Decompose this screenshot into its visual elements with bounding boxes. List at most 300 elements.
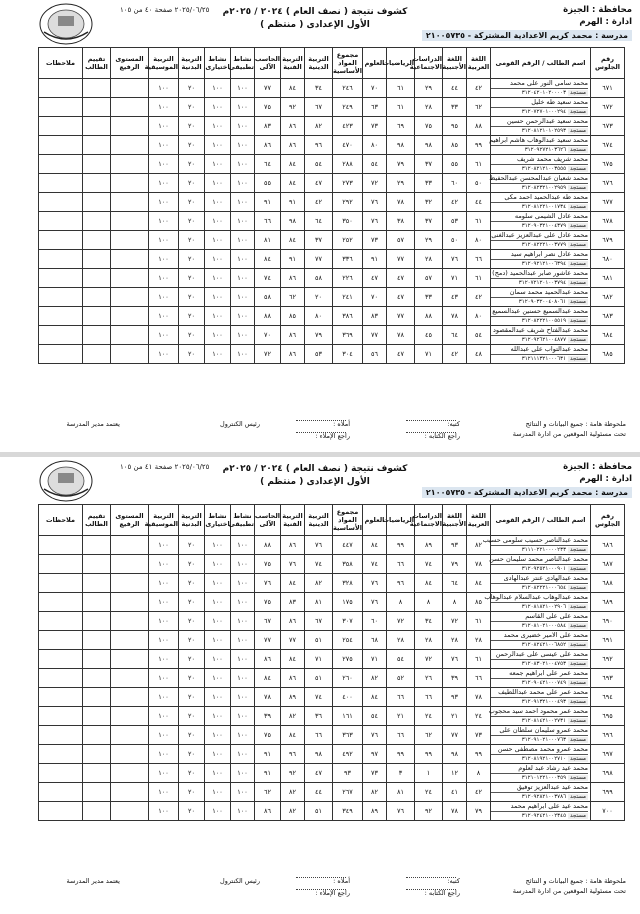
student-name: محمد سعيد عبدالوهاب هاشم ابراهيم xyxy=(489,136,588,144)
grade-cell: ١٠٠ xyxy=(149,802,179,821)
grade-cell: ٩٩ xyxy=(467,136,491,155)
reviewer-writing-label: راجع الكتابه : xyxy=(424,432,460,440)
grade-cell: ٢٠ xyxy=(179,612,205,631)
grade-cell: ١٠٠ xyxy=(205,288,231,307)
grade-cell: ١٠٠ xyxy=(205,555,231,574)
grade-cell: ٥٨ xyxy=(305,269,333,288)
grade-cell: ١٠٠ xyxy=(231,79,255,98)
grade-cell: ٩٣ xyxy=(443,688,467,707)
grade-cell: ٨٤ xyxy=(363,688,387,707)
column-header: العلوم xyxy=(363,48,387,79)
grade-cell: ٦٤ xyxy=(305,212,333,231)
national-id: ٣١٢٠٨١٤٢١٠٠٢٧٣١ xyxy=(521,718,567,724)
grade-cell: ٢٨ xyxy=(415,250,443,269)
grade-cell: ٧٨ xyxy=(467,555,491,574)
national-id: ٣١٢٠٨١٢٢١٠٠١٧٣٤ xyxy=(521,204,567,210)
grade-cell: ٥٤ xyxy=(305,155,333,174)
national-id-line xyxy=(491,716,588,725)
student-name: محمد عمرو سليمان سلطان على xyxy=(499,726,588,734)
grade-cell: ٢٠ xyxy=(179,193,205,212)
grade-cell xyxy=(111,288,149,307)
grade-cell: ٢٦ xyxy=(415,669,443,688)
grade-cell: ٥٧ xyxy=(387,231,415,250)
grade-cell: ٨١ xyxy=(255,231,281,250)
student-name: محمد سامى النور على محمد xyxy=(510,79,588,87)
grade-cell: ٧٤ xyxy=(363,555,387,574)
grade-cell: ٨٥ xyxy=(467,593,491,612)
grade-cell: ٤٧٠ xyxy=(333,136,363,155)
enrollment-status: مستجد xyxy=(570,337,586,343)
grade-cell xyxy=(83,250,111,269)
enrollment-status: مستجد xyxy=(570,623,586,629)
column-header: التربية الموسيقية xyxy=(149,505,179,536)
notes-cell xyxy=(39,726,83,745)
sheet-footer xyxy=(0,418,640,448)
table-row xyxy=(39,79,625,98)
student-name-cell xyxy=(491,212,591,231)
grade-cell: ٨٥ xyxy=(443,136,467,155)
national-id-line xyxy=(491,640,588,649)
column-header: العلوم xyxy=(363,505,387,536)
grade-cell: ٧٦ xyxy=(281,555,305,574)
national-id: ٣١٢٠٨١٨٢١٠٠٢٩٠٦ xyxy=(521,604,567,610)
seat-number: ٦٩٨ xyxy=(591,764,625,783)
grade-cell: ٩١ xyxy=(255,193,281,212)
grade-label: الأول الإعدادى ( منتظم ) xyxy=(260,20,370,30)
grade-cell: ٢٩ xyxy=(415,231,443,250)
grade-cell: ٦١ xyxy=(467,155,491,174)
grade-cell xyxy=(111,269,149,288)
notes-cell xyxy=(39,650,83,669)
grade-cell: ٥٨ xyxy=(255,288,281,307)
grade-cell: ٨٦ xyxy=(281,345,305,364)
notes-cell xyxy=(39,574,83,593)
grade-cell xyxy=(83,783,111,802)
grade-cell xyxy=(83,574,111,593)
grade-cell: ٧٢ xyxy=(255,345,281,364)
administration: ادارة : الهرم xyxy=(579,17,632,27)
national-id-line xyxy=(491,602,588,611)
table-row xyxy=(39,631,625,650)
ministry-logo-icon xyxy=(38,459,94,503)
notes-cell xyxy=(39,707,83,726)
student-name: محمد عيد رشاد عبد لعلوم xyxy=(518,764,588,772)
grade-cell: ٢٤ xyxy=(415,783,443,802)
grade-cell: ١٠٠ xyxy=(149,764,179,783)
grade-cell: ٦٣ xyxy=(363,98,387,117)
enrollment-status: مستجد xyxy=(570,699,586,705)
national-id-line xyxy=(491,659,588,668)
national-id: ٣١٢٠٧٢١٢٠١٠٠٣٧٩٤ xyxy=(518,280,567,286)
grade-cell: ١٠٠ xyxy=(149,326,179,345)
grade-cell: ٦٠ xyxy=(363,612,387,631)
notes-cell xyxy=(39,612,83,631)
grade-cell: ٦٤ xyxy=(443,574,467,593)
grade-cell: ٧٠ xyxy=(363,79,387,98)
student-name: محمد على عيسى على عبدالرحمن xyxy=(495,650,588,658)
table-row xyxy=(39,612,625,631)
grade-cell xyxy=(111,136,149,155)
enrollment-status: مستجد xyxy=(570,756,586,762)
grade-cell: ١٠٠ xyxy=(205,631,231,650)
national-id-line xyxy=(491,773,588,782)
grade-cell: ١٠٠ xyxy=(231,193,255,212)
student-name: محمد على الامير خضيرى محمد xyxy=(503,631,588,639)
grade-cell xyxy=(111,726,149,745)
grade-cell: ٩٩ xyxy=(387,745,415,764)
grade-cell: ٧٧ xyxy=(281,631,305,650)
grade-cell: ١٠٠ xyxy=(149,783,179,802)
notes-label: ملحوظة هامة : جميع البيانات و النتائج xyxy=(525,877,626,885)
grade-cell: ٧٦ xyxy=(363,193,387,212)
national-id: ٣١٢٠٩٢٤٢١٠٠٢٣٤٥ xyxy=(521,813,567,819)
grade-cell: ١٠٠ xyxy=(231,269,255,288)
administration: ادارة : الهرم xyxy=(579,474,632,484)
grade-cell: ٧٥ xyxy=(415,117,443,136)
grade-cell: ٧٨ xyxy=(255,688,281,707)
grade-cell: ٤٥ xyxy=(415,326,443,345)
grade-cell: ٤٧ xyxy=(305,174,333,193)
national-id-line xyxy=(491,183,588,192)
seat-number: ٦٩٤ xyxy=(591,688,625,707)
grade-cell: ٩٣ xyxy=(333,764,363,783)
notes-cell xyxy=(39,555,83,574)
grade-cell: ٩٦ xyxy=(305,136,333,155)
student-name-cell xyxy=(491,688,591,707)
table-row xyxy=(39,536,625,555)
grade-cell: ٤٤٧ xyxy=(333,536,363,555)
grade-cell: ٢٠ xyxy=(179,79,205,98)
national-id-line xyxy=(491,545,588,554)
grade-cell: ٧٤ xyxy=(415,555,443,574)
enrollment-status: مستجد xyxy=(570,547,586,553)
grade-cell: ٦٧ xyxy=(305,98,333,117)
grade-cell: ٥١ xyxy=(305,669,333,688)
student-name-cell xyxy=(491,117,591,136)
reviewer-dictation-label: راجع الإملاء : xyxy=(315,432,350,440)
grade-cell: ٦٦ xyxy=(467,250,491,269)
grade-cell: ٩١ xyxy=(255,764,281,783)
grade-cell: ١٠٠ xyxy=(149,231,179,250)
governorate-admin xyxy=(563,461,632,485)
grade-cell: ٥٠ xyxy=(467,174,491,193)
grade-cell: ٢٤١ xyxy=(333,288,363,307)
student-name-cell xyxy=(491,745,591,764)
grade-cell: ٨٦ xyxy=(281,536,305,555)
grade-cell: ٢٠ xyxy=(179,707,205,726)
enrollment-status: مستجد xyxy=(570,109,586,115)
enrollment-status: مستجد xyxy=(570,147,586,153)
grade-cell: ١٠٠ xyxy=(231,688,255,707)
grade-cell: ٦٠ xyxy=(443,174,467,193)
grade-cell: ٧٢ xyxy=(363,174,387,193)
grade-cell xyxy=(83,79,111,98)
national-id: ٣١٢٠٨١٠٢١٠٠٠٥٨٤ xyxy=(521,623,567,629)
grade-cell: ١٠٠ xyxy=(149,345,179,364)
grade-cell: ١٠٠ xyxy=(149,136,179,155)
notes-cell xyxy=(39,307,83,326)
national-id: ٣١٢٠٤٢٠١٠٢٠٠٠٠٣ xyxy=(521,90,567,96)
grade-cell: ٨٠ xyxy=(467,231,491,250)
grade-cell: ١٠٠ xyxy=(149,726,179,745)
grade-cell: ٣٦٣ xyxy=(333,726,363,745)
column-header: رقم الجلوس xyxy=(591,48,625,79)
student-name: محمد عبدالوهاب عبدالسلام عبدالوهاب xyxy=(484,593,588,601)
grade-cell xyxy=(83,193,111,212)
table-row xyxy=(39,307,625,326)
grade-cell: ٤٨ xyxy=(467,345,491,364)
grade-cell: ٢٠ xyxy=(179,117,205,136)
student-name: محمد عبدالتواب على عبدالله xyxy=(510,345,588,353)
national-id-line xyxy=(491,583,588,592)
grade-cell: ١٠٠ xyxy=(205,269,231,288)
seat-number: ٦٧٢ xyxy=(591,98,625,117)
grade-cell: ٣٦ xyxy=(305,707,333,726)
grade-cell: ٢٦٠ xyxy=(333,669,363,688)
grade-cell: ٧٩ xyxy=(387,155,415,174)
grade-cell: ٧٧ xyxy=(363,326,387,345)
notes-cell xyxy=(39,98,83,117)
national-id: ٣١٢٠٩١٠٢١٠٠٠٧٦٣ xyxy=(521,737,567,743)
table-row xyxy=(39,650,625,669)
student-name: محمد عمر على ابراهيم جمعه xyxy=(509,669,588,677)
national-id: ٣١٢٠٩٠٣٢٠٠٤٠٨٠٦١ xyxy=(518,299,567,305)
national-id-line xyxy=(491,107,588,116)
seat-number: ٦٧٣ xyxy=(591,117,625,136)
notes-label-2: تحت مسئولية الموقعين من ادارة المدرسة xyxy=(512,887,626,895)
sheet-header xyxy=(0,457,640,507)
national-id-line xyxy=(491,811,588,820)
grade-cell: ٢٠ xyxy=(179,174,205,193)
grade-cell: ١٠٠ xyxy=(231,669,255,688)
grade-cell: ٧٤ xyxy=(305,688,333,707)
grade-cell: ٩٦ xyxy=(281,745,305,764)
student-name-cell xyxy=(491,174,591,193)
national-id-line xyxy=(491,754,588,763)
column-header: الحاسب الآلى xyxy=(255,505,281,536)
grade-cell: ١٠٠ xyxy=(231,250,255,269)
grade-cell: ٢٠ xyxy=(179,631,205,650)
national-id-line xyxy=(491,202,588,211)
grade-cell: ١٠٠ xyxy=(149,269,179,288)
seat-number: ٦٩٧ xyxy=(591,745,625,764)
grade-cell: ٣٦٩ xyxy=(333,326,363,345)
student-name: محمد عيد عبدالعزيز توفيق xyxy=(516,783,588,791)
column-header: التربية الفنية xyxy=(281,505,305,536)
enrollment-status: مستجد xyxy=(570,775,586,781)
national-id: ٣١٢٠٩١٣٢١٠٠٠٤٩٣ xyxy=(521,699,567,705)
student-name: محمد عبدالناصر محمد سليمان حسن xyxy=(489,555,588,563)
seat-number: ٦٩٥ xyxy=(591,707,625,726)
national-id: ٣١٢٠٧٢٧٠١٠٠٠٢٩٤ xyxy=(521,109,567,115)
grade-cell: ٧٧ xyxy=(255,79,281,98)
notes-cell xyxy=(39,193,83,212)
seat-number: ٦٩١ xyxy=(591,631,625,650)
student-name-cell xyxy=(491,326,591,345)
grade-cell: ٣٤٩ xyxy=(333,802,363,821)
table-row xyxy=(39,688,625,707)
national-id-line xyxy=(491,297,588,306)
grade-cell xyxy=(83,802,111,821)
column-header: التربية البدنية xyxy=(179,48,205,79)
grade-cell: ٨٦ xyxy=(255,650,281,669)
student-name-cell xyxy=(491,345,591,364)
seat-number: ٦٩٣ xyxy=(591,669,625,688)
column-header: ملاحظات xyxy=(39,505,83,536)
national-id: ٣١١١٠٢٢١٠٠٠٠٢٣٣ xyxy=(521,547,567,553)
grade-cell: ٧٨ xyxy=(443,307,467,326)
grade-cell: ٣٩ xyxy=(443,669,467,688)
notes-cell xyxy=(39,212,83,231)
grade-cell: ٧٨ xyxy=(387,326,415,345)
student-name-cell xyxy=(491,631,591,650)
grade-cell: ٢٤ xyxy=(467,707,491,726)
grade-cell: ١٠٠ xyxy=(205,250,231,269)
grade-cell: ٢٧٥ xyxy=(333,650,363,669)
grade-cell: ٢٤٦ xyxy=(333,79,363,98)
national-id-line xyxy=(491,678,588,687)
grade-cell: ١٠٠ xyxy=(205,612,231,631)
ministry-logo-icon xyxy=(38,2,94,46)
national-id-line xyxy=(491,735,588,744)
grade-cell: ٥١ xyxy=(305,802,333,821)
student-name-cell xyxy=(491,764,591,783)
grade-cell: ١٠٠ xyxy=(231,117,255,136)
grade-cell: ١٠٠ xyxy=(205,688,231,707)
grade-cell: ٨٤ xyxy=(281,650,305,669)
column-header: الرياضيات xyxy=(387,505,415,536)
student-name: محمد سعيد طه خليل xyxy=(531,98,588,106)
seat-number: ٦٩٩ xyxy=(591,783,625,802)
national-id-line xyxy=(491,240,588,249)
notes-cell xyxy=(39,345,83,364)
grade-cell xyxy=(111,307,149,326)
grade-cell xyxy=(111,326,149,345)
grade-cell xyxy=(111,688,149,707)
grade-cell: ٦٦ xyxy=(255,212,281,231)
grade-cell: ١٠٠ xyxy=(231,231,255,250)
grade-cell: ٨١ xyxy=(305,593,333,612)
grade-cell: ٤٣ xyxy=(443,288,467,307)
grade-cell xyxy=(83,593,111,612)
notes-cell xyxy=(39,593,83,612)
seat-number: ٦٨٧ xyxy=(591,555,625,574)
grade-cell: ٧٦ xyxy=(363,574,387,593)
column-header: اللغة الأجنبية xyxy=(443,48,467,79)
seat-number: ٦٨٠ xyxy=(591,250,625,269)
table-row xyxy=(39,117,625,136)
column-header: تقييم الطالب xyxy=(83,505,111,536)
grade-cell: ١٠٠ xyxy=(205,536,231,555)
seat-number: ٦٧٨ xyxy=(591,212,625,231)
notes-cell xyxy=(39,155,83,174)
national-id: ٣١٢٠٩٢١٢١٠٠٦٣٩٤ xyxy=(521,261,567,267)
grade-cell: ٨٨ xyxy=(255,307,281,326)
grade-cell xyxy=(111,536,149,555)
school-name: مدرسة : محمد كريم الاعدادية المشتركة - ٢١٠٠٥٧٣٥ xyxy=(422,30,632,41)
student-name-cell xyxy=(491,79,591,98)
student-name-cell xyxy=(491,155,591,174)
grade-cell: ٤٢ xyxy=(467,288,491,307)
grade-cell: ٨٦ xyxy=(281,669,305,688)
grade-cell: ٥٤ xyxy=(387,650,415,669)
grade-cell: ٧٣ xyxy=(363,231,387,250)
national-id-line xyxy=(491,792,588,801)
grade-cell: ٧٦ xyxy=(363,593,387,612)
grade-cell: ١٠٠ xyxy=(205,79,231,98)
national-id: ٣١٢١٠١٢٢١٠٠٠٣٥٩ xyxy=(521,775,567,781)
sheet-title xyxy=(210,463,420,489)
table-row xyxy=(39,669,625,688)
grade-cell: ٢٥٤ xyxy=(333,631,363,650)
grade-cell: ٢٨ xyxy=(415,98,443,117)
grade-cell: ٧٥ xyxy=(255,555,281,574)
enrollment-status: مستجد xyxy=(570,261,586,267)
grade-cell: ١٠٠ xyxy=(231,136,255,155)
grade-cell: ٤٠٠ xyxy=(333,688,363,707)
seat-number: ٦٧٩ xyxy=(591,231,625,250)
grade-cell: ١٠٠ xyxy=(205,707,231,726)
grade-cell: ١٠٠ xyxy=(231,536,255,555)
column-header: نشاط تطبيقى xyxy=(231,505,255,536)
column-header: اللغة العربية xyxy=(467,505,491,536)
control-head-label: رئيس الكنترول xyxy=(219,420,260,428)
grade-cell: ٧٨ xyxy=(387,193,415,212)
grade-cell xyxy=(83,612,111,631)
student-name-cell xyxy=(491,250,591,269)
grade-cell: ٢٩٢ xyxy=(333,193,363,212)
grade-cell: ٨٤ xyxy=(281,79,305,98)
grade-cell: ٢٠ xyxy=(179,231,205,250)
grade-cell: ١٠٠ xyxy=(149,555,179,574)
table-row xyxy=(39,745,625,764)
grade-cell: ١٠٠ xyxy=(149,536,179,555)
grade-cell: ٦٩ xyxy=(387,117,415,136)
grade-cell: ١٠٠ xyxy=(149,98,179,117)
governorate: محافظة : الجيزة xyxy=(563,462,632,472)
grade-cell: ٣٣ xyxy=(415,174,443,193)
grade-cell: ٨٢ xyxy=(281,707,305,726)
governorate: محافظة : الجيزة xyxy=(563,5,632,15)
table-row xyxy=(39,98,625,117)
enrollment-status: مستجد xyxy=(570,128,586,134)
national-id: ٣١٢٠٨٢٢٢١٠٠٣٧٧٩ xyxy=(521,242,567,248)
grade-cell: ٧٧ xyxy=(387,250,415,269)
grade-cell: ١٠٠ xyxy=(231,574,255,593)
grade-cell: ٣٢ xyxy=(415,193,443,212)
grade-cell: ١٢ xyxy=(443,764,467,783)
sheet-header xyxy=(0,0,640,50)
table-row xyxy=(39,231,625,250)
column-headers xyxy=(39,48,625,79)
result-sheet-page-1 xyxy=(0,0,640,452)
grade-cell xyxy=(111,707,149,726)
seat-number: ٦٨٤ xyxy=(591,326,625,345)
grade-cell: ٦٧ xyxy=(255,612,281,631)
grade-cell xyxy=(83,345,111,364)
grade-cell: ٧٦ xyxy=(363,726,387,745)
grade-cell: ٧٤ xyxy=(305,555,333,574)
grade-cell: ٧١ xyxy=(443,269,467,288)
column-header: تقييم الطالب xyxy=(83,48,111,79)
grade-cell: ١٠٠ xyxy=(205,326,231,345)
grade-cell: ٨٤ xyxy=(281,174,305,193)
grade-cell: ٨٦ xyxy=(281,136,305,155)
grade-cell: ٧٩ xyxy=(305,326,333,345)
student-name: محمد عادل نصر ابراهيم سيد xyxy=(510,250,588,258)
grade-cell: ٢٠ xyxy=(179,669,205,688)
column-header: الحاسب الآلى xyxy=(255,48,281,79)
